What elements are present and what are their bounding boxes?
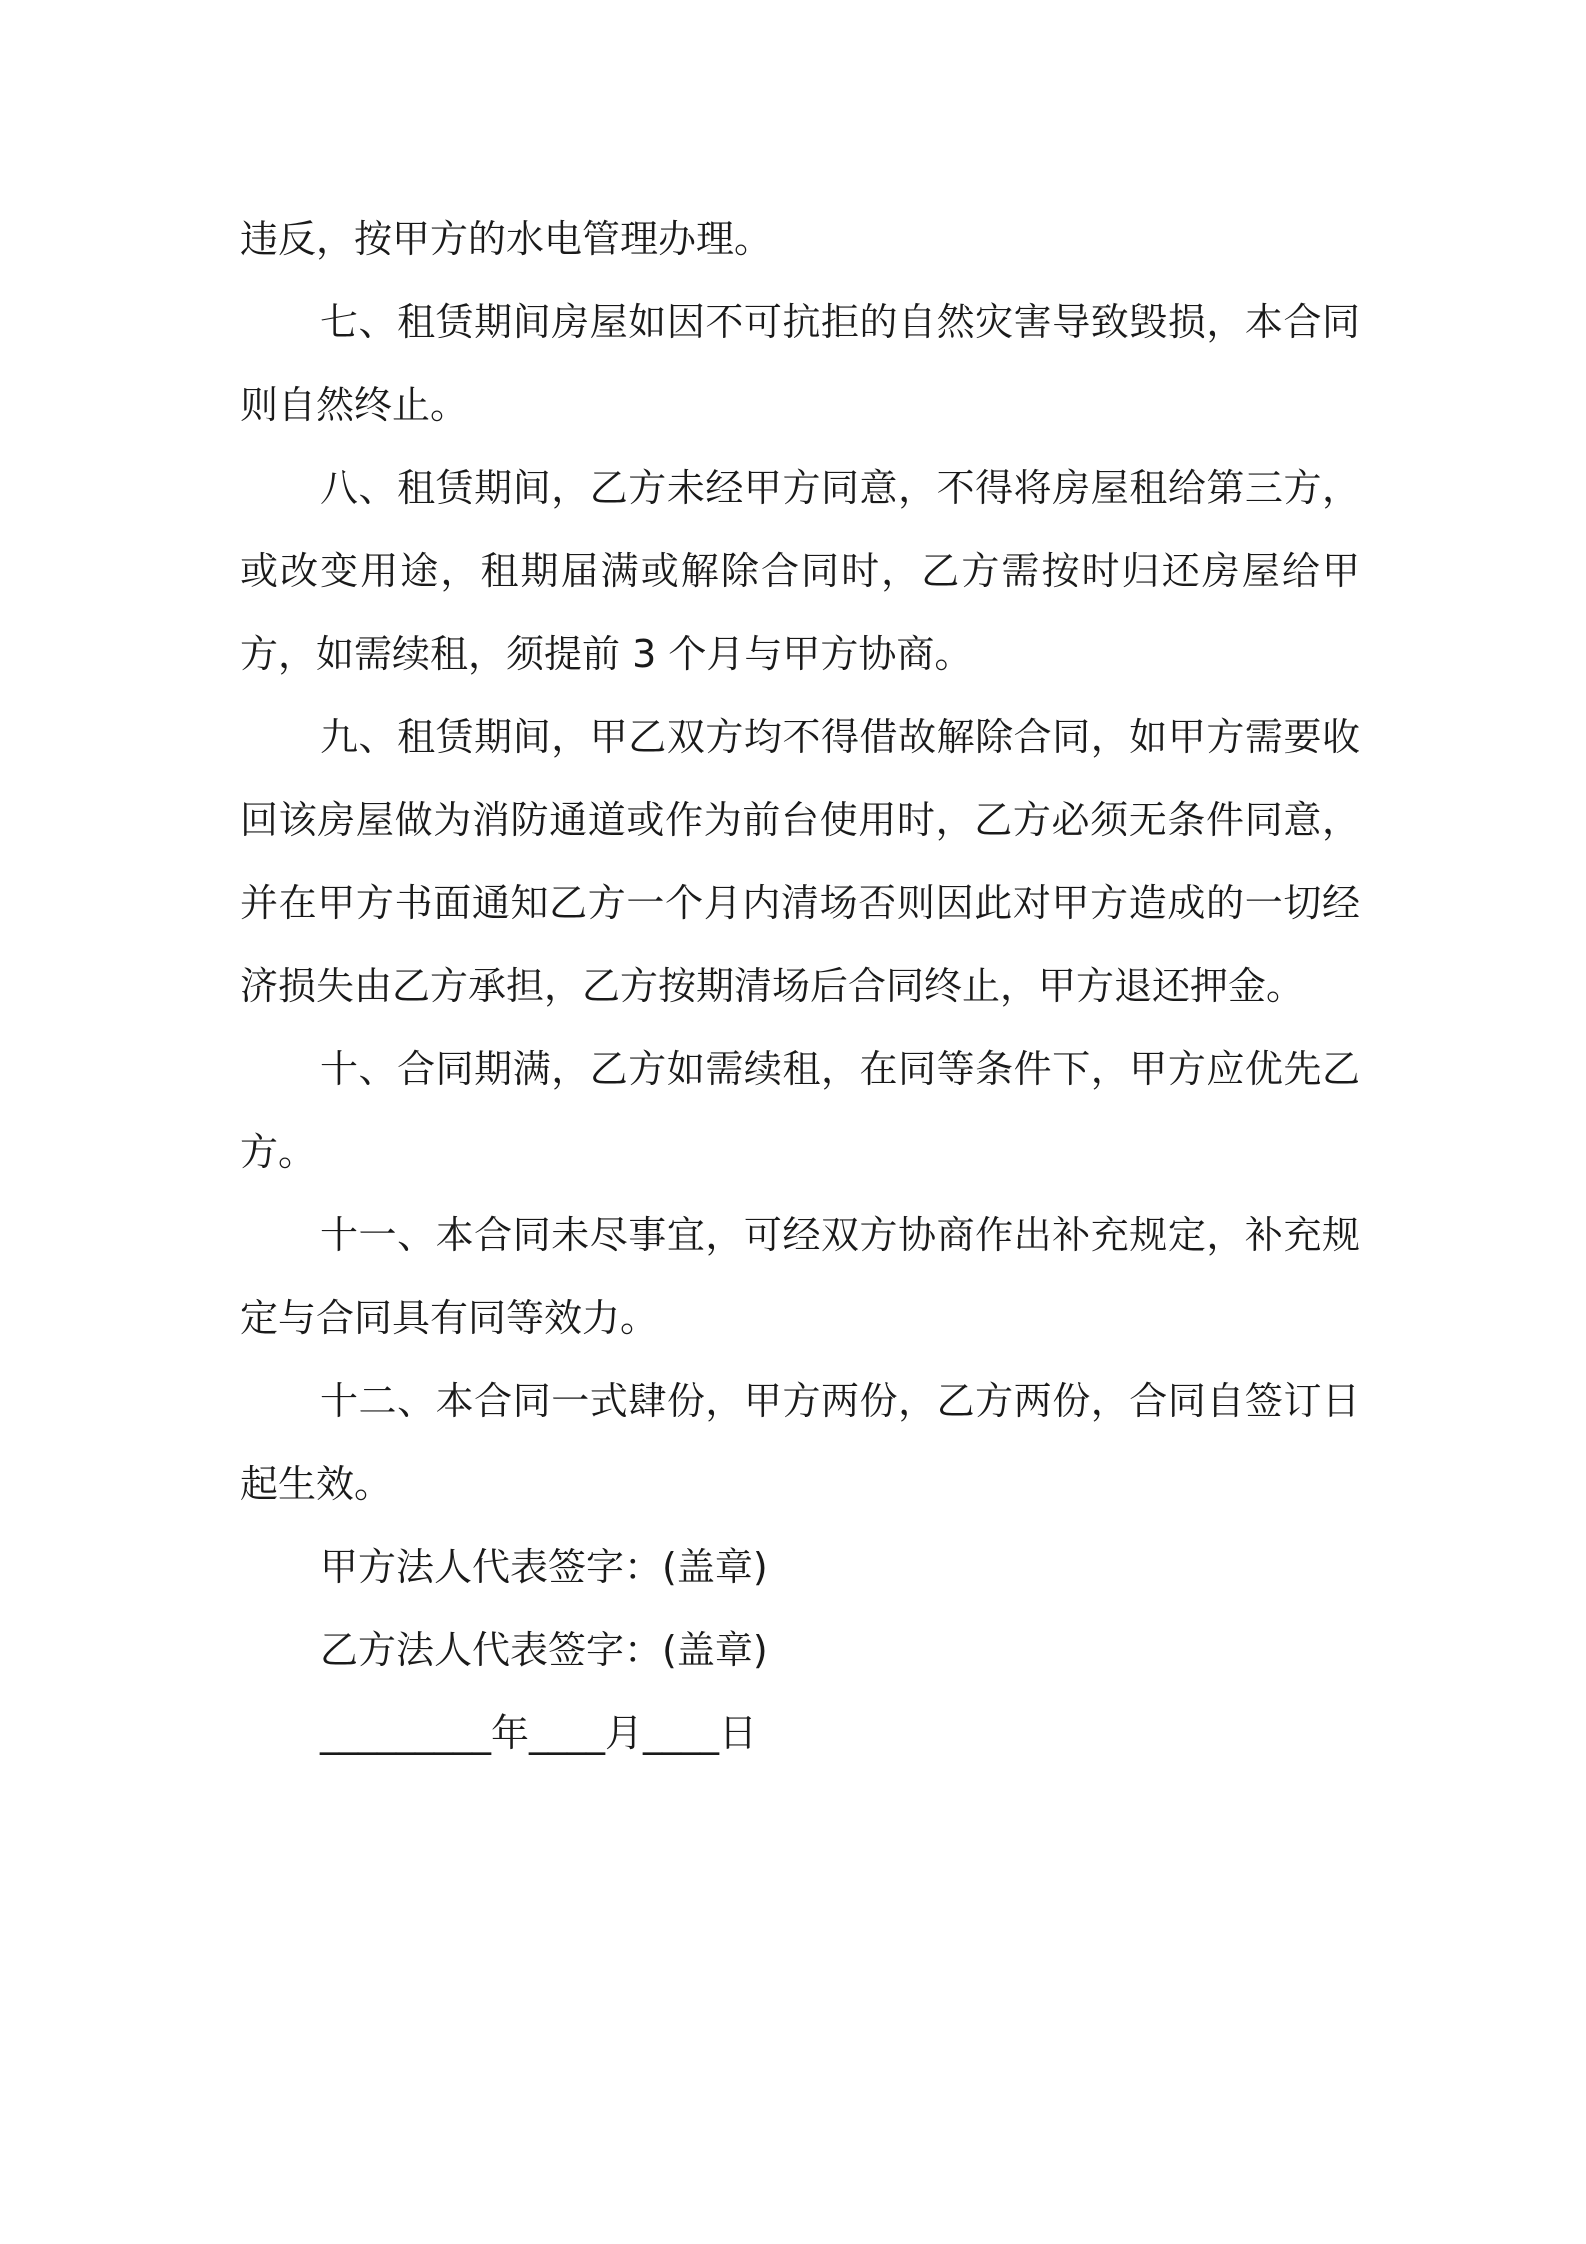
clause-9: 九、租赁期间，甲乙双方均不得借故解除合同，如甲方需要收回该房屋做为消防通道或作为前台使用时，乙方必须无条件同意，并在甲方书面通知乙方一个月内清场否则因此对甲方造成的一切经济损失由乙方承担，乙方按期清场后合同终止，甲方退还押金。 [240,715,1360,1008]
contract-body [240,198,1360,1775]
clause-8: 八、租赁期间，乙方未经甲方同意，不得将房屋租给第三方，或改变用途，租期届满或解除合同时，乙方需按时归还房屋给甲方，如需续租，须提前 3 个月与甲方协商。 [240,466,1360,676]
clause-7: 七、租赁期间房屋如因不可抗拒的自然灾害导致毁损，本合同则自然终止。 [240,300,1360,427]
paragraph-continuation: 违反，按甲方的水电管理办理。 [240,217,773,261]
party-a-signature: 甲方法人代表签字：(盖章) [320,1545,768,1589]
party-b-signature: 乙方法人代表签字：(盖章) [320,1628,768,1672]
date-line: _________年____月____日 [320,1711,758,1755]
clause-12: 十二、本合同一式肆份，甲方两份，乙方两份，合同自签订日起生效。 [240,1379,1360,1506]
clause-11: 十一、本合同未尽事宜，可经双方协商作出补充规定，补充规定与合同具有同等效力。 [240,1213,1360,1340]
clause-10: 十、合同期满，乙方如需续租，在同等条件下，甲方应优先乙方。 [240,1047,1360,1174]
